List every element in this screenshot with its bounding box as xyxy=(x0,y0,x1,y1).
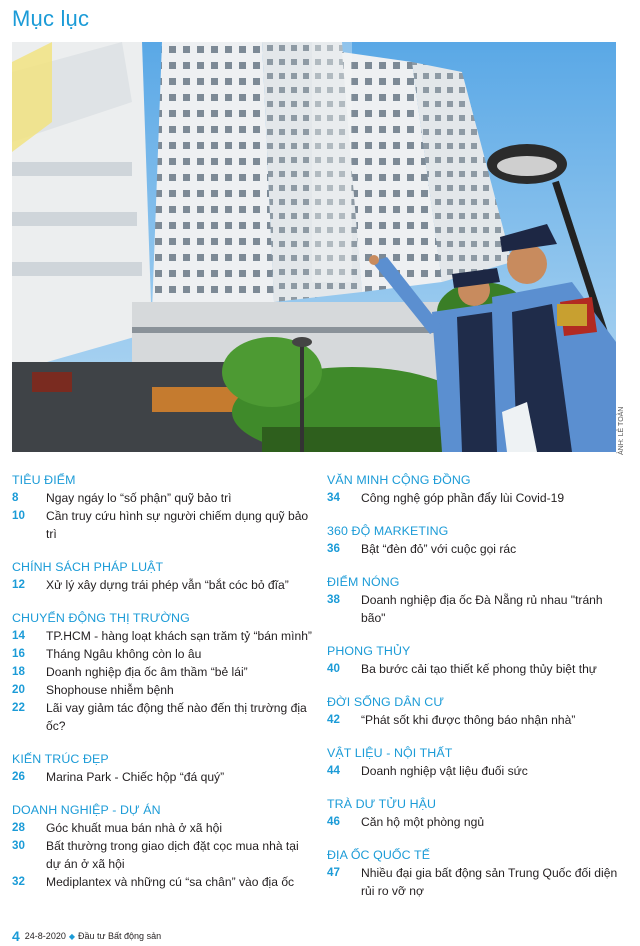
section-title: ĐỜI SỐNG DÂN CƯ xyxy=(327,695,445,709)
footer-page-number: 4 xyxy=(12,928,20,944)
entry-title: Bất thường trong giao dịch đặt cọc mua nhà tại dự án ở xã hội xyxy=(46,839,299,871)
toc-section xyxy=(12,802,312,891)
toc-entry[interactable] xyxy=(327,864,627,900)
page-number: 26 xyxy=(12,770,25,783)
toc-right-column xyxy=(327,472,627,900)
section-title: ĐỊA ỐC QUỐC TẾ xyxy=(327,848,431,862)
entry-title: Căn hộ một phòng ngủ xyxy=(361,815,485,829)
entry-title: Tháng Ngâu không còn lo âu xyxy=(46,647,202,661)
toc-entry[interactable] xyxy=(12,663,312,681)
entry-title: Nhiều đại gia bất động sản Trung Quốc đối diện rủi ro vỡ nợ xyxy=(361,866,618,898)
entry-title: Marina Park - Chiếc hộp “đá quý” xyxy=(46,770,225,784)
section-title: TRÀ DƯ TỬU HẬU xyxy=(327,797,437,811)
toc-entry[interactable] xyxy=(12,681,312,699)
page-number: 18 xyxy=(12,665,25,678)
page-number: 46 xyxy=(327,815,340,828)
toc-entry[interactable] xyxy=(327,813,627,831)
section-title: CHUYỂN ĐỘNG THỊ TRƯỜNG xyxy=(12,611,190,625)
entry-title: Lãi vay giảm tác động thế nào đến thị trường địa ốc? xyxy=(46,701,307,733)
entry-title: Xử lý xây dựng trái phép vẫn “bắt cóc bỏ đĩa” xyxy=(46,578,289,592)
page-number: 32 xyxy=(12,875,25,888)
toc-section xyxy=(12,610,312,735)
section-title: TIÊU ĐIỂM xyxy=(12,473,76,487)
toc-entry[interactable] xyxy=(327,660,627,678)
entry-title: Doanh nghiệp địa ốc Đà Nẵng rủ nhau "tránh bão" xyxy=(361,593,603,625)
entry-title: Công nghệ góp phần đẩy lùi Covid-19 xyxy=(361,491,565,505)
page-number: 36 xyxy=(327,542,340,555)
toc-entry[interactable] xyxy=(327,591,627,627)
page-footer xyxy=(12,928,161,944)
entry-title: Góc khuất mua bán nhà ở xã hội xyxy=(46,821,223,835)
page-number: 44 xyxy=(327,764,340,777)
toc-entry[interactable] xyxy=(12,507,312,543)
page-number: 47 xyxy=(327,866,340,879)
toc-section xyxy=(327,745,627,780)
entry-title: TP.HCM - hàng loạt khách sạn trăm tỷ “bán mình” xyxy=(46,629,312,643)
toc-section xyxy=(327,523,627,558)
entry-title: Mediplantex và những cú “sa chân” vào địa ốc xyxy=(46,875,295,889)
page-number: 20 xyxy=(12,683,25,696)
page-number: 16 xyxy=(12,647,25,660)
section-title: 360 ĐỘ MARKETING xyxy=(327,524,449,538)
page-number: 40 xyxy=(327,662,340,675)
entry-title: Ba bước cải tạo thiết kế phong thủy biệt thự xyxy=(361,662,597,676)
toc-section xyxy=(12,559,312,594)
diamond-icon: ◆ xyxy=(68,931,75,941)
page-number: 8 xyxy=(12,491,19,504)
footer-date: 24-8-2020 xyxy=(24,931,66,941)
toc-section xyxy=(327,694,627,729)
toc-entry[interactable] xyxy=(12,873,312,891)
toc-entry[interactable] xyxy=(327,762,627,780)
entry-title: Ngay ngáy lo “số phận” quỹ bảo trì xyxy=(46,491,232,505)
entry-title: Cần truy cứu hình sự người chiếm dụng quỹ bảo trì xyxy=(46,509,309,541)
toc-entry[interactable] xyxy=(12,699,312,735)
page-number: 38 xyxy=(327,593,340,606)
toc-section xyxy=(327,796,627,831)
section-title: DOANH NGHIỆP - DỰ ÁN xyxy=(12,803,161,817)
page-number: 42 xyxy=(327,713,340,726)
page-number: 10 xyxy=(12,509,25,522)
page-title: Mục lục xyxy=(12,6,90,31)
page-number: 12 xyxy=(12,578,25,591)
entry-title: “Phát sốt khi được thông báo nhận nhà” xyxy=(361,713,576,727)
toc-entry[interactable] xyxy=(12,576,312,594)
cover-photo xyxy=(12,42,616,452)
page-number: 22 xyxy=(12,701,25,714)
section-title: VẬT LIỆU - NỘI THẤT xyxy=(327,746,453,760)
entry-title: Doanh nghiệp vật liệu đuối sức xyxy=(361,764,528,778)
page-number: 28 xyxy=(12,821,25,834)
photo-credit: ẢNH: LÊ TOÀN xyxy=(618,406,625,455)
toc-entry[interactable] xyxy=(327,489,627,507)
section-title: PHONG THỦY xyxy=(327,644,411,658)
entry-title: Shophouse nhiễm bệnh xyxy=(46,683,174,697)
toc-section xyxy=(12,751,312,786)
toc-entry[interactable] xyxy=(12,819,312,837)
toc-entry[interactable] xyxy=(12,645,312,663)
toc-entry[interactable] xyxy=(327,711,627,729)
toc-section xyxy=(327,847,627,900)
section-title: ĐIỂM NÓNG xyxy=(327,575,400,589)
toc-entry[interactable] xyxy=(12,837,312,873)
toc-section xyxy=(327,472,627,507)
page-number: 14 xyxy=(12,629,25,642)
toc-left-column xyxy=(12,472,312,891)
page-number: 34 xyxy=(327,491,340,504)
footer-publication: Đầu tư Bất động sản xyxy=(78,931,162,941)
toc-section xyxy=(12,472,312,543)
toc-entry[interactable] xyxy=(12,768,312,786)
section-title: KIẾN TRÚC ĐẸP xyxy=(12,752,109,766)
toc-entry[interactable] xyxy=(12,627,312,645)
toc-section xyxy=(327,574,627,627)
toc-entry[interactable] xyxy=(327,540,627,558)
section-title: VĂN MINH CỘNG ĐỒNG xyxy=(327,473,471,487)
page-number: 30 xyxy=(12,839,25,852)
section-title: CHÍNH SÁCH PHÁP LUẬT xyxy=(12,560,164,574)
entry-title: Doanh nghiệp địa ốc âm thầm “bẻ lái” xyxy=(46,665,248,679)
entry-title: Bật “đèn đỏ” với cuộc gọi rác xyxy=(361,542,517,556)
toc-section xyxy=(327,643,627,678)
toc-entry[interactable] xyxy=(12,489,312,507)
